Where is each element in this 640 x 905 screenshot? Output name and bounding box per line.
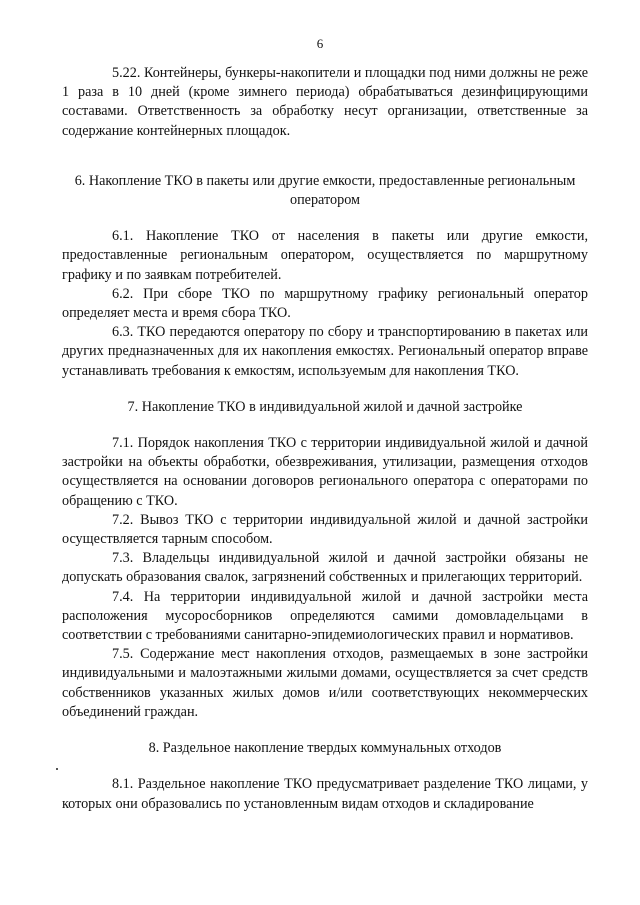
- paragraph-6-2: 6.2. При сборе ТКО по маршрутному графику региональный оператор определяет места и время сбора ТКО.: [62, 285, 588, 322]
- spacer: [62, 722, 588, 739]
- paragraph-6-1: 6.1. Накопление ТКО от населения в пакеты или другие емкости, предоставленные региональным оператором, осуществляется по маршрутному графику и по заявкам потребителей.: [62, 228, 588, 283]
- paragraph-8-1: 8.1. Раздельное накопление ТКО предусматривает разделение ТКО лицами, у которых они образовались по установленным видам отходов и складирование: [62, 776, 588, 812]
- spacer: [62, 141, 588, 172]
- paragraph-7-5: 7.5. Содержание мест накопления отходов, размещаемых в зоне застройки индивидуальными и малоэтажными жилыми домами, осуществляется за счет средств собственников указанных жилых домов и/или соответствующих некоммерческих объединений граждан.: [62, 646, 588, 720]
- section-heading-8: 8. Раздельное накопление твердых коммунальных отходов: [148, 740, 502, 757]
- paragraph-7-2: 7.2. Вывоз ТКО с территории индивидуальной жилой и дачной застройки осуществляется тарным способом.: [62, 511, 588, 548]
- document-body: [62, 64, 588, 814]
- paragraph-6-3: 6.3. ТКО передаются оператору по сбору и транспортированию в пакетах или других предназначенных для их накопления емкостях. Региональный оператор вправе устанавливать требования к емкостям, используемым для накопления ТКО.: [62, 324, 588, 379]
- spacer: [62, 758, 588, 775]
- section-heading-7: 7. Накопление ТКО в индивидуальной жилой и дачной застройке: [127, 398, 523, 415]
- page-number: 6: [316, 36, 324, 51]
- paragraph-7-4: 7.4. На территории индивидуальной жилой и дачной застройки места расположения мусоросборников определяются самими домовладельцами в соответствии с требованиями санитарно-эпидемиологических правил и нормативов.: [62, 588, 588, 644]
- spacer: [62, 210, 588, 227]
- spacer: [62, 417, 588, 434]
- paragraph-7-1: 7.1. Порядок накопления ТКО с территории индивидуальной жилой и дачной застройки на объекты обработки, обезвреживания, утилизации, размещения отходов осуществляется на основании договоров регионального оператора с операторами по обращению с ТКО.: [62, 435, 588, 509]
- paragraph-7-3: 7.3. Владельцы индивидуальной жилой и дачной застройки обязаны не допускать образования свалок, загрязнений собственных и прилегающих территорий.: [62, 550, 588, 586]
- spacer: [62, 381, 588, 398]
- paragraph-5-22: 5.22. Контейнеры, бункеры-накопители и площадки под ними должны не реже 1 раза в 10 дней (кроме зимнего периода) обрабатываться дезинфицирующими составами. Ответственность за обработку несут организации, ответственные за содержание контейнерных площадок.: [62, 65, 588, 139]
- scan-speck: [56, 768, 58, 770]
- section-heading-6: 6. Накопление ТКО в пакеты или другие емкости, предоставленные региональным оператором: [74, 172, 576, 209]
